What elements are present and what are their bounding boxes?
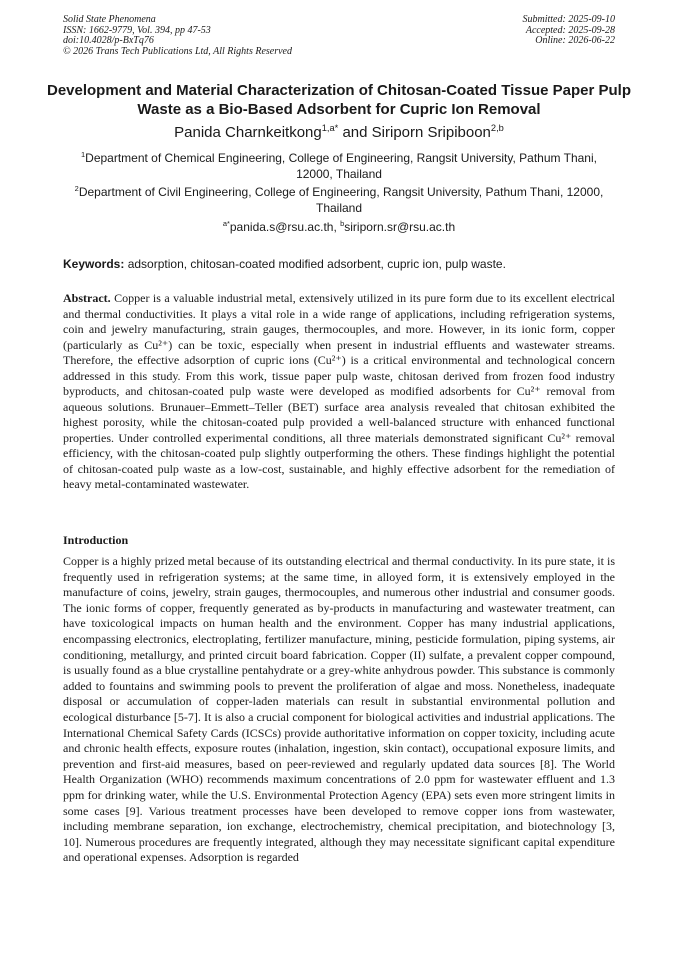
introduction-text: Copper is a highly prized metal because of its outstanding electrical and thermal conductivity. In its pure state, it is frequently used in refrigeration systems; at the same time, in alloyed form, it is extensively employed in the manufacture of coins, jewelry, strain gauges, thermocouples, and numerous other industrial and consumer goods. The ionic forms of copper, frequently generated as by-products in manufacturing and wastewater treatment, can have toxicological impacts on human health and the environment. Copper has many industrial applications, encompassing electronics, electroplating, fertilizer manufacture, mining, pesticide formulation, piping systems, air conditioning, metallurgy, and printed circuit board fabrication. Copper (II) sulfate, a prevalent copper compound, is usually found as a blue crystalline pentahydrate or a grey-white anhydrous powder. This substance is commonly added to fountains and swimming pools to prevent the proliferation of algae and moss. Nonetheless, inadequate disposal or accumulation of copper-laden materials can result in substantial environmental pollution and ecological disturbance [5-7]. It is also a crucial component for biological activities and industrial applications. The International Chemical Safety Cards (ICSCs) provide authoritative information on copper toxicity, including acute and chronic health effects, exposure routes (inhalation, ingestion, skin contact), occupational exposure limits, and prevention and first-aid measures, based on peer-reviewed and regularly updated data sources [8]. The World Health Organization (WHO) recommends maximum concentrations of 2.0 ppm for wastewater effluent and 1.3 ppm for drinking water, while the U.S. Environmental Protection Agency (EPA) sets even more stringent limits in some cases [9]. Various treatment processes have been developed to remove copper ions from wastewater, including membrane separation, ion exchange, electrochemistry, chemical precipitation, and biotechnology [3, 10]. Numerous procedures are frequently integrated, although they may necessitate significant capital expenditure and operational expenses. Adsorption is regarded — [63, 554, 615, 865]
email-link[interactable]: siriporn.sr@rsu.ac.th — [344, 220, 456, 234]
email-link[interactable]: panida.s@rsu.ac.th — [229, 220, 334, 234]
author-superscript: 2,b — [490, 123, 504, 133]
email-separator: , — [333, 220, 341, 234]
email-marker: b — [340, 219, 345, 228]
issn-volume: ISSN: 1662-9779, Vol. 394, pp 47-53 — [63, 24, 211, 36]
submitted-date: Submitted: 2025-09-10 — [522, 14, 615, 25]
abstract-label: Abstract. — [63, 291, 111, 305]
accepted-date: Accepted: 2025-09-28 — [525, 24, 615, 36]
journal-name: Solid State Phenomena — [63, 14, 156, 25]
keywords-label: Keywords: — [63, 257, 125, 271]
affiliation-marker: 2 — [74, 184, 79, 193]
paper-title: Development and Material Characterization of Chitosan-Coated Tissue Paper Pulp Waste as a Bio-Based Adsorbent for Cupric Ion Removal — [46, 82, 631, 118]
author-superscript: 1,a* — [321, 123, 339, 133]
author-emails — [63, 219, 615, 235]
keywords — [63, 256, 615, 272]
abstract — [63, 291, 615, 493]
journal-info — [63, 15, 292, 57]
section-heading: Introduction — [63, 533, 129, 547]
affiliation-1 — [63, 150, 615, 182]
author-name: Siriporn Sripiboon — [371, 124, 491, 141]
author-list — [40, 124, 638, 142]
email-marker: a* — [222, 219, 230, 228]
keywords-text: adsorption, chitosan-coated modified adsorbent, cupric ion, pulp waste. — [127, 257, 506, 271]
affiliation-marker: 1 — [81, 150, 86, 159]
copyright: © 2026 Trans Tech Publications Ltd, All Rights Reserved — [63, 45, 292, 57]
publication-dates — [523, 15, 616, 47]
affiliation-2 — [63, 184, 615, 216]
online-date: Online: 2026-06-22 — [535, 35, 615, 46]
doi[interactable]: doi:10.4028/p-BxTq76 — [63, 35, 154, 46]
abstract-text: Copper is a valuable industrial metal, extensively utilized in its pure form due to its excellent electrical and thermal conductivities. It plays a vital role in a wide range of applications, including refrigeration systems, coin and jewelry manufacturing, strain gauges, thermocouples, and more. However, in its ionic form, copper (particularly as Cu²⁺) can be toxic, especially when present in industrial effluents and wastewater streams. Therefore, the effective adsorption of cupric ions (Cu²⁺) is a critical environmental and technological concern addressed in this study. From this work, tissue paper pulp waste, chitosan derived from frozen food industry byproducts, and chitosan-coated pulp waste were developed as modified adsorbents for Cu²⁺ removal from aqueous solutions. Brunauer–Emmett–Teller (BET) surface area analysis revealed that chitosan exhibited the highest porosity, while the chitosan-coated pulp provided a well-balanced structure with enhanced functional properties. Under controlled experimental conditions, all three materials demonstrated significant Cu²⁺ removal efficiency, with the chitosan-coated pulp slightly outperforming the others. These findings highlight the potential of chitosan-coated pulp waste as a low-cost, sustainable, and highly effective adsorbent for the remediation of heavy metal-contaminated wastewater. — [63, 291, 616, 491]
affiliation-text: Department of Chemical Engineering, College of Engineering, Rangsit University, Pathum Thani, 12000, Thailand — [85, 151, 597, 181]
author-joiner: and — [338, 124, 372, 141]
author-name: Panida Charnkeitkong — [174, 124, 322, 141]
affiliation-text: Department of Civil Engineering, College of Engineering, Rangsit University, Pathum Thani, 12000, Thailand — [78, 185, 604, 215]
